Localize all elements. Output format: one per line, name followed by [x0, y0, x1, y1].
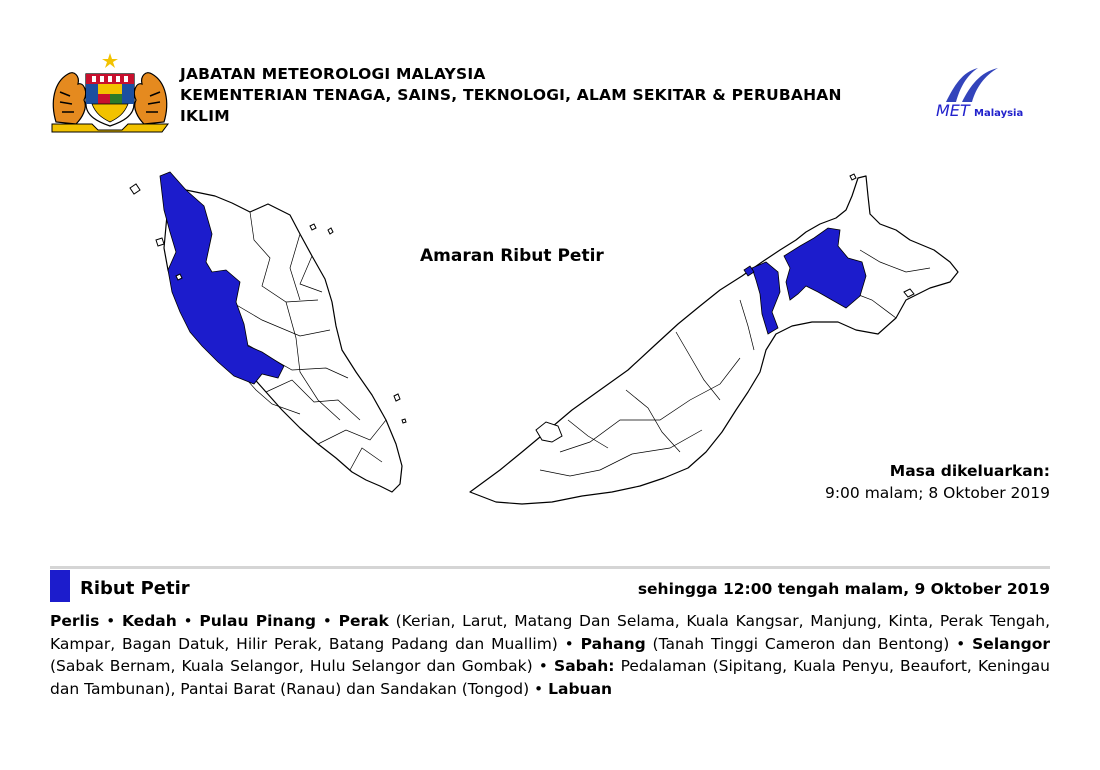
area-districts: (Tanah Tinggi Cameron dan Bentong): [645, 634, 950, 653]
coat-of-arms-emblem: [48, 52, 172, 134]
ministry-name-line1: KEMENTERIAN TENAGA, SAINS, TEKNOLOGI, ALAM SEKITAR & PERUBAHAN: [180, 86, 842, 104]
bullet-separator: •: [532, 657, 555, 675]
area-districts: (Kerian, Larut, Matang Dan Selama, Kuala Kangsar, Manjung, Kinta, Perak Tengah, Kampar, Bagan Datuk, Hilir Perak, Batang Padang dan Muallim): [50, 612, 1051, 653]
legend-label: Ribut Petir: [80, 578, 190, 599]
ministry-name-line2: IKLIM: [180, 107, 230, 125]
logo-met-text: MET: [936, 101, 970, 120]
logo-malaysia-text: Malaysia: [974, 108, 1024, 119]
area-districts: (Sabak Bernam, Kuala Selangor, Hulu Selangor dan Gombak): [50, 657, 533, 675]
bullet-separator: •: [99, 612, 122, 630]
area-districts: Pedalaman (Sipitang, Kuala Penyu, Beaufort, Keningau dan Tambunan), Pantai Barat (Ranau) dan Sandakan (Tongod): [50, 657, 1050, 698]
met-malaysia-logo: [932, 66, 1052, 122]
bullet-separator: •: [949, 634, 973, 653]
agency-name: JABATAN METEOROLOGI MALAYSIA: [180, 65, 486, 83]
bullet-separator: •: [529, 679, 549, 698]
area-state: Labuan: [548, 679, 613, 698]
bullet-separator: •: [316, 612, 339, 630]
issued-time: 9:00 malam; 8 Oktober 2019: [824, 484, 1050, 502]
area-state: Perlis: [50, 612, 100, 630]
legend-color-swatch: [50, 570, 70, 602]
bullet-separator: •: [557, 634, 581, 653]
area-state: Selangor: [972, 634, 1051, 653]
divider: [50, 566, 1050, 569]
area-state: Pahang: [580, 634, 646, 653]
borneo-malaysia-base: [470, 176, 958, 504]
area-state: Perak: [338, 612, 389, 630]
map-title: Amaran Ribut Petir: [420, 246, 604, 266]
agency-header: [180, 64, 920, 127]
area-state: Sabah:: [554, 657, 615, 675]
bullet-separator: •: [176, 612, 200, 630]
issued-label: Masa dikeluarkan:: [889, 462, 1050, 480]
affected-areas: [50, 610, 1050, 700]
area-state: Kedah: [121, 612, 177, 630]
area-state: Pulau Pinang: [199, 612, 317, 630]
valid-until: sehingga 12:00 tengah malam, 9 Oktober 2019: [637, 580, 1050, 598]
